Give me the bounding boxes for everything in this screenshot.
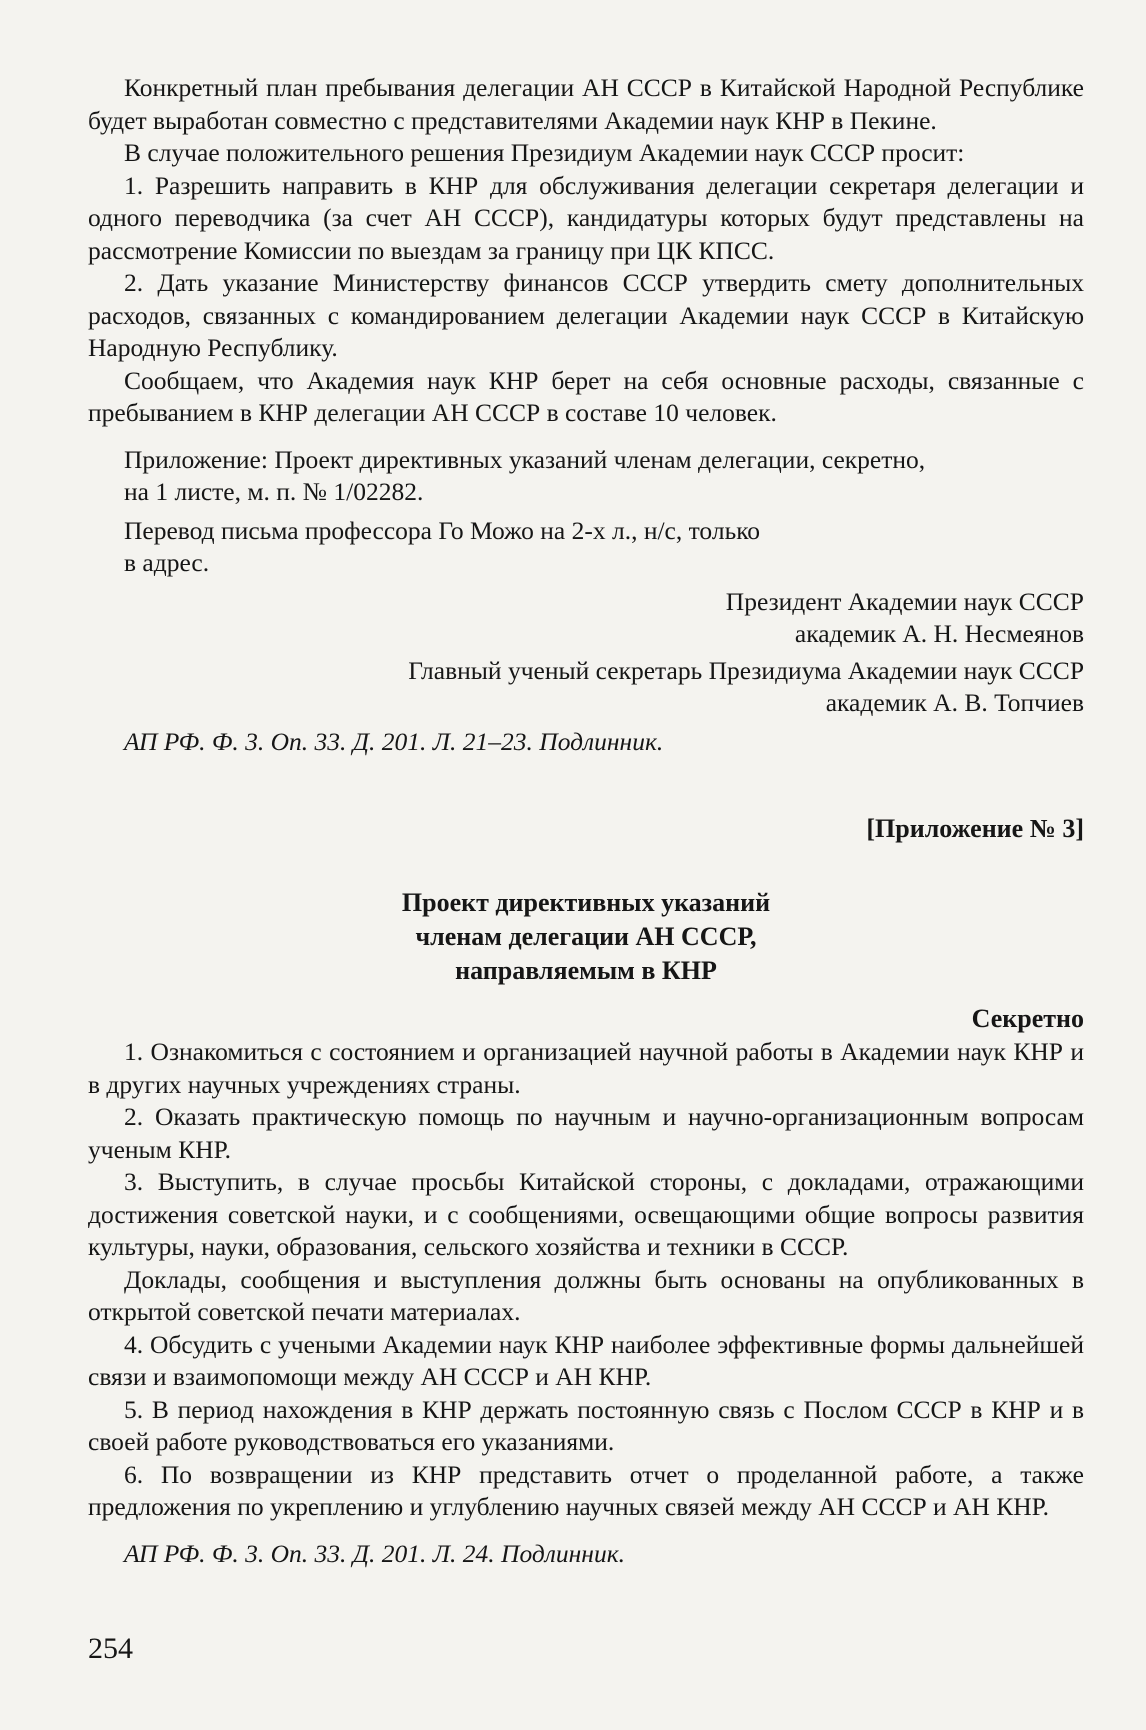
directive-item-3: 3. Выступить, в случае просьбы Китайской стороны, с докладами, отражающими достижения советской науки, и с сообщениями, освещающими общие вопросы развития культуры, науки, образования, сельского хозяйства и техники в СССР.	[88, 1167, 1084, 1261]
secretary-title: Главный ученый секретарь Президиума Академии наук СССР	[408, 655, 1084, 685]
directive-item-6: 6. По возвращении из КНР представить отчет о проделанной работе, а также предложения по укреплению и углублению научных связей между АН СССР и АН КНР.	[88, 1459, 1084, 1521]
archive-source-1: АП РФ. Ф. 3. Оп. 33. Д. 201. Л. 21–23. Подлинник.	[124, 726, 664, 756]
paragraph-request-2: 2. Дать указание Министерству финансов СССР утвердить смету дополнительных расходов, связанных с командированием делегации Академии наук СССР в Китайскую Народную Республику.	[88, 268, 1084, 362]
paragraph-expenses: Сообщаем, что Академия наук КНР берет на себя основные расходы, связанные с пребыванием в КНР делегации АН СССР в составе 10 человек.	[88, 365, 1084, 427]
directive-item-4: 4. Обсудить с учеными Академии наук КНР наиболее эффективные формы дальнейшей связи и взаимопомощи между АН СССР и АН КНР.	[88, 1329, 1084, 1391]
signature-block	[88, 586, 1084, 720]
title-line-1: Проект директивных указаний	[401, 888, 771, 917]
president-name: академик А. Н. Несмеянов	[794, 619, 1084, 648]
attachment-line-1: Приложение: Проект директивных указаний членам делегации, секретно,	[124, 444, 926, 474]
page-number: 254	[88, 1632, 133, 1665]
directive-item-3-note: Доклады, сообщения и выступления должны быть основаны на опубликованных в открытой советской печати материалах.	[88, 1264, 1084, 1326]
secretary-name: академик А. В. Топчиев	[825, 688, 1084, 717]
paragraph-request-intro: В случае положительного решения Президиум Академии наук СССР просит:	[124, 138, 965, 167]
document-title	[88, 886, 1084, 988]
secret-mark: Секретно	[971, 1004, 1084, 1033]
attachment-line-2: на 1 листе, м. п. № 1/02282.	[124, 477, 424, 506]
president-title: Президент Академии наук СССР	[725, 586, 1084, 616]
paragraph-request-1: 1. Разрешить направить в КНР для обслуживания делегации секретаря делегации и одного переводчика (за счет АН СССР), кандидатуры которых будут представлены на рассмотрение Комиссии по выездам за границу при ЦК КПСС.	[88, 170, 1084, 265]
title-line-2: членам делегации АН СССР,	[415, 922, 757, 951]
attachment-line-3: Перевод письма профессора Го Можо на 2-х л., н/с, только	[124, 515, 761, 545]
title-line-3: направляемым в КНР	[455, 956, 717, 985]
attachment-line-4: в адрес.	[124, 548, 210, 577]
directive-item-5: 5. В период нахождения в КНР держать постоянную связь с Послом СССР в КНР и в своей работе руководствоваться его указаниями.	[88, 1394, 1084, 1456]
document-page	[88, 72, 1084, 1672]
appendix-label: [Приложение № 3]	[866, 814, 1084, 843]
directive-item-1: 1. Ознакомиться с состоянием и организацией научной работы в Академии наук КНР и в других научных учреждениях страны.	[88, 1037, 1084, 1099]
paragraph-plan: Конкретный план пребывания делегации АН СССР в Китайской Народной Республике будет выработан совместно с представителями Академии наук КНР в Пекине.	[88, 73, 1084, 135]
archive-source-2: АП РФ. Ф. 3. Оп. 33. Д. 201. Л. 24. Подлинник.	[124, 1538, 625, 1568]
attachments-block	[88, 444, 1084, 580]
directive-item-2: 2. Оказать практическую помощь по научным и научно-организационным вопросам ученым КНР.	[88, 1102, 1084, 1164]
